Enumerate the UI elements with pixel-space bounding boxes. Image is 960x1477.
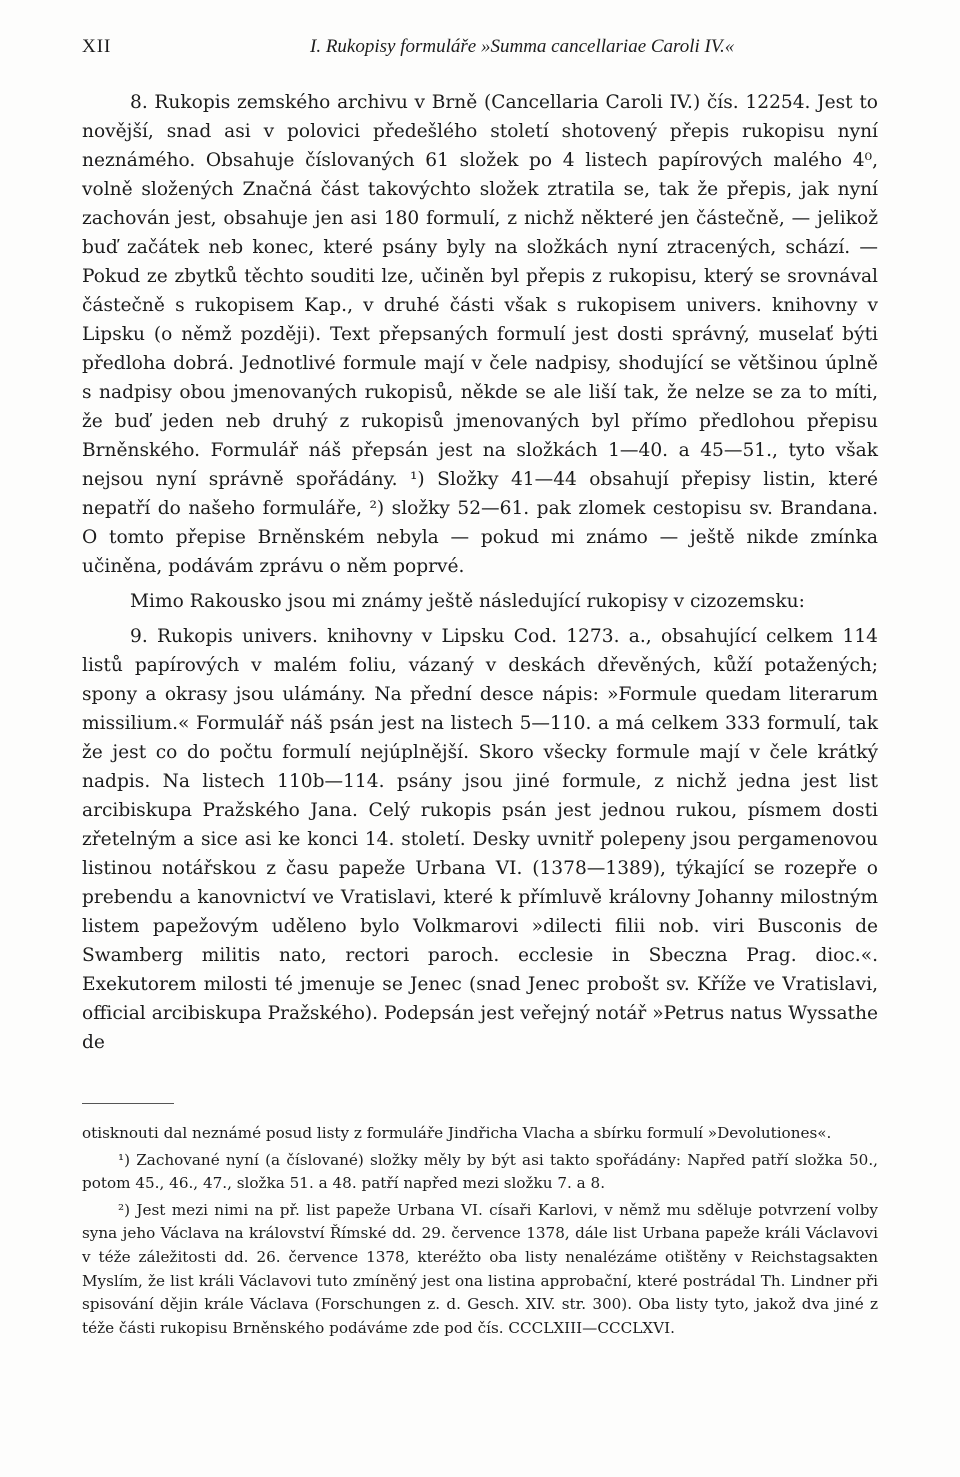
main-text xyxy=(82,88,878,1057)
paragraph-brno-manuscript: 8. Rukopis zemského archivu v Brně (Cancellaria Caroli IV.) čís. 12254. Jest to novější, snad asi v polovici předešlého století shotovený přepis rukopisu nyní neznámého. Obsahuje číslovaných 61 složek po 4 listech papírových malého 4⁰, volně složených Značná část takovýchto složek ztratila se, tak že přepis, jak nyní zachován jest, obsahuje jen asi 180 formulí, z nichž některé jen částečně, — jelikož buď začátek neb konec, které psány byly na složkách nyní ztracených, schází. — Pokud ze zbytků těchto souditi lze, učiněn byl přepis z rukopisu, který se srovnával částečně s rukopisem Kap., v druhé části však s rukopisem univers. knihovny v Lipsku (o němž později). Text přepsaných formulí jest dosti správný, muselať býti předloha dobrá. Jednotlivé formule mají v čele nadpisy, shodující se většinou úplně s nadpisy obou jmenovaných rukopisů, někde se ale liší tak, že nelze se za to míti, že buď jeden neb druhý z rukopisů jmenovaných byl přímo předlohou přepisu Brněnského. Formulář náš přepsán jest na složkách 1—40. a 45—51., tyto však nejsou nyní správně spořádány. ¹) Složky 41—44 obsahují přepisy listin, které nepatří do našeho formuláře, ²) složky 52—61. pak zlomek cestopisu sv. Brandana. O tomto přepise Brněnském nebyla — pokud mi známo — ještě nikde zmínka učiněna, podávám zprávu o něm poprvé. xyxy=(82,92,878,577)
footnote-continuation: otisknouti dal neznámé posud listy z formuláře Jindřicha Vlacha a sbírku formulí »Devolutiones«. xyxy=(82,1124,832,1142)
footnote-1: ¹) Zachované nyní (a číslované) složky měly by být asi takto spořádány: Napřed patří složka 50., potom 45., 46., 47., složka 51. a 48. patří napřed mezi složku 7. a 8. xyxy=(82,1150,878,1193)
footnotes xyxy=(82,1122,878,1340)
page-header xyxy=(82,36,882,66)
footnote-2: ²) Jest mezi nimi na př. list papeže Urbana VI. císaři Karlovi, v němž mu sděluje potvrzení volby syna jeho Václava na království Římské dd. 29. července 1378, dále list Urbana papeže králi Václavovi v téže záležitosti dd. 26. července 1378, kteréžto oba listy nenalézáme otištěny v Reichstagsakten Myslím, že list králi Václavovi tuto zmíněný jest ona listina approbační, které postrádal Th. Lindner při spisování dějin krále Václava (Forschungen z. d. Gesch. XIV. str. 300). Oba listy tyto, jakož dva jiné z téže části rukopisu Brněnského podáváme zde pod čís. CCCLXIII—CCCLXVI. xyxy=(82,1200,878,1337)
paragraph-leipzig-manuscript: 9. Rukopis univers. knihovny v Lipsku Cod. 1273. a., obsahující celkem 114 listů papírových v malém foliu, vázaný v deskách dřevěných, kůží potažených; spony a okrasy jsou ulámány. Na přední desce nápis: »Formule quedam literarum missilium.« Formulář náš psán jest na listech 5—110. a má celkem 333 formulí, tak že jest co do počtu formulí nejúplnější. Skoro všecky formule mají v čele krátký nadpis. Na listech 110b—114. psány jsou jiné formule, z nichž jedna jest list arcibiskupa Pražského Jana. Celý rukopis psán jest jednou rukou, písmem dosti zřetelným a sice asi ke konci 14. století. Desky uvnitř polepeny jsou pergamenovou listinou notářskou z času papeže Urbana VI. (1378—1389), týkající se rozepře o prebendu a kanovnictví ve Vratislavi, které k přímluvě královny Johanny milostným listem papežovým uděleno bylo Volkmarovi »dilecti filii nob. viri Busconis de Swamberg militis nato, rectori paroch. ecclesie in Sbeczna Prag. dioc.«. Exekutorem milosti té jmenuje se Jenec (snad Jenec probošt sv. Kříže ve Vratislavi, official arcibiskupa Pražského). Podepsán jest veřejný notář »Petrus natus Wyssathe de xyxy=(82,626,878,1053)
footnote-divider xyxy=(82,1103,174,1104)
page-number: XII xyxy=(82,36,112,57)
running-title: I. Rukopisy formuláře »Summa cancellariae Caroli IV.« xyxy=(310,36,735,57)
paragraph-foreign-manuscripts: Mimo Rakousko jsou mi známy ještě následující rukopisy v cizozemsku: xyxy=(130,591,805,612)
